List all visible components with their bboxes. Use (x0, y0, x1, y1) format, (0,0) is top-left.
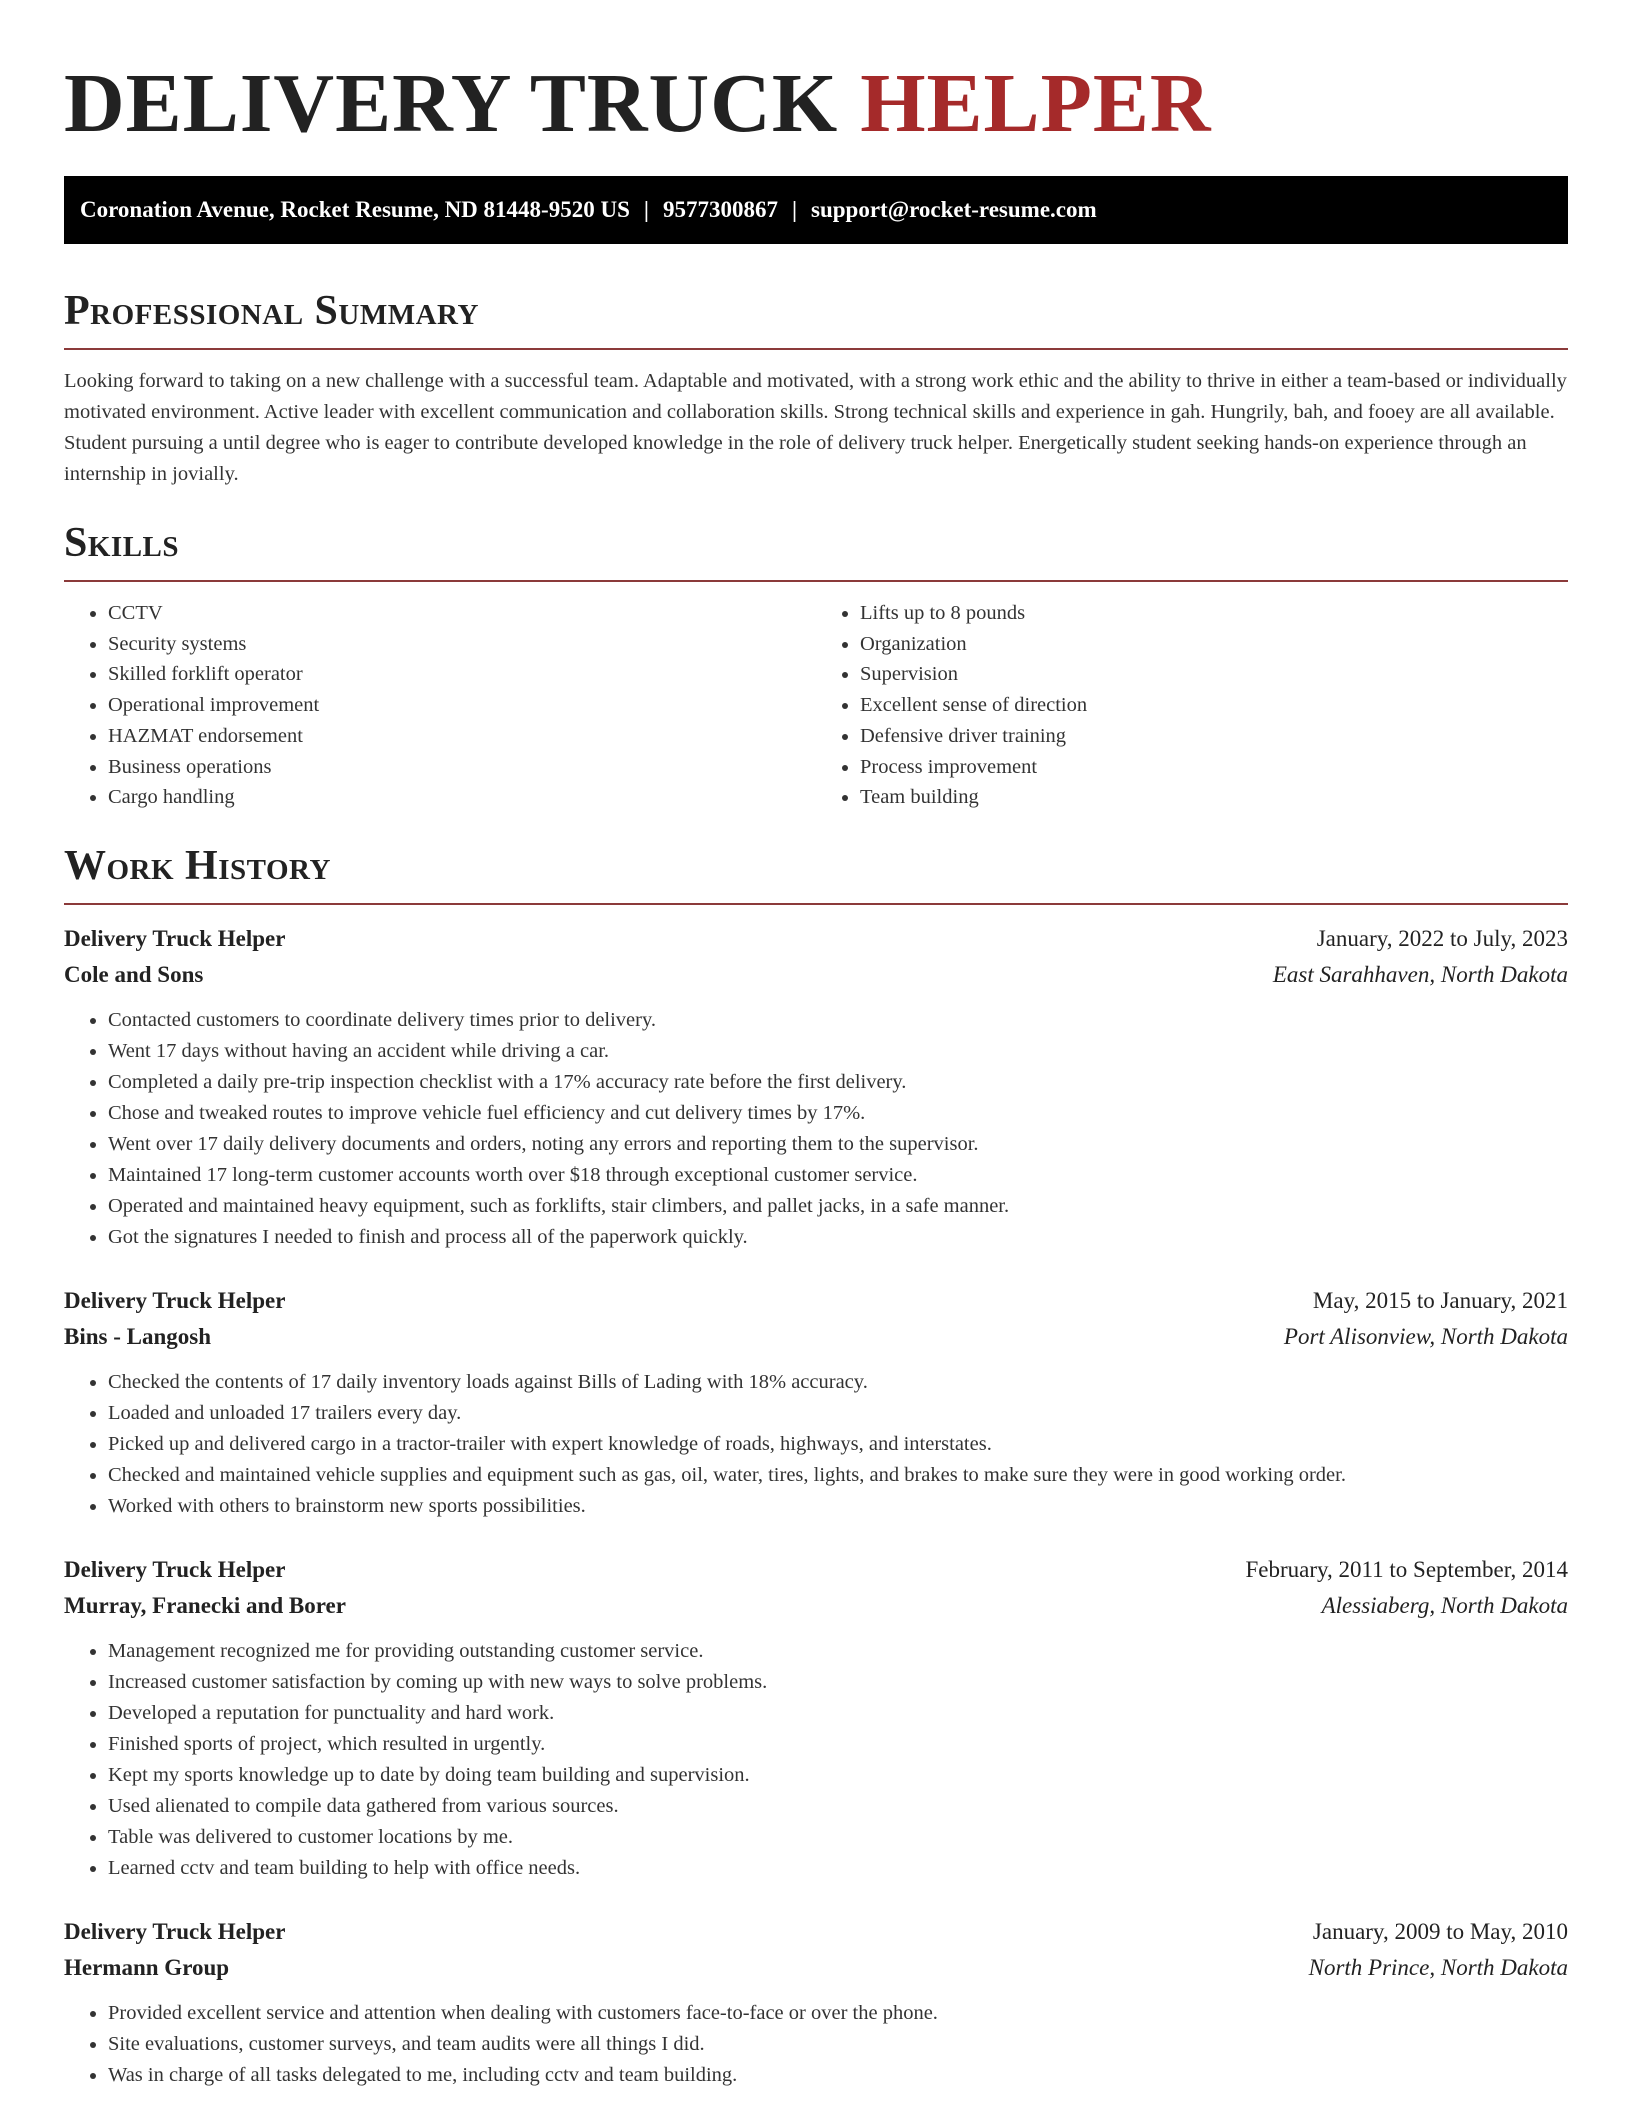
job-title: Delivery Truck Helper (64, 925, 286, 951)
summary-heading: Professional Summary (64, 288, 479, 334)
skill-item: • Business operations (108, 752, 816, 783)
job-bullet: • Completed a daily pre-trip inspection checklist with a 17% accuracy rate before the first delivery. (108, 1067, 1568, 1098)
job-bullet: • Chose and tweaked routes to improve vehicle fuel efficiency and cut delivery times by 17%. (108, 1098, 1568, 1129)
skill-item: • Team building (860, 782, 1568, 813)
job-bullet: • Kept my sports knowledge up to date by doing team building and supervision. (108, 1760, 1568, 1791)
job-location: Port Alisonview, North Dakota (1283, 1323, 1568, 1349)
contact-separator: | (791, 197, 798, 222)
skills-heading: Skills (64, 520, 180, 566)
job-company: Cole and Sons (64, 961, 204, 987)
skill-item: • Lifts up to 8 pounds (860, 598, 1568, 629)
job-bullet: • Used alienated to compile data gathered from various sources. (108, 1791, 1568, 1822)
job-company-row (64, 957, 1568, 993)
job-location: North Prince, North Dakota (1308, 1954, 1568, 1980)
job-bullet: • Picked up and delivered cargo in a tractor-trailer with expert knowledge of roads, highways, and interstates. (108, 1429, 1568, 1460)
skill-item: • HAZMAT endorsement (108, 721, 816, 752)
skill-item: • Operational improvement (108, 690, 816, 721)
contact-address: Coronation Avenue, Rocket Resume, ND 81448-9520 US (80, 197, 630, 222)
job-bullet: • Site evaluations, customer surveys, and team audits were all things I did. (108, 2029, 1568, 2060)
job-title: Delivery Truck Helper (64, 1918, 286, 1944)
contact-phone: 9577300867 (662, 197, 778, 222)
job-bullet: • Provided excellent service and attention when dealing with customers face-to-face or over the phone. (108, 1998, 1568, 2029)
job-entry (64, 1552, 1568, 1884)
job-entry (64, 1914, 1568, 2091)
job-company: Murray, Franecki and Borer (64, 1592, 346, 1618)
job-bullet: • Operated and maintained heavy equipment, such as forklifts, stair climbers, and pallet jacks, in a safe manner. (108, 1191, 1568, 1222)
job-header-row (64, 1283, 1568, 1319)
work-history-heading: Work History (64, 842, 331, 889)
job-location: East Sarahhaven, North Dakota (1272, 961, 1568, 987)
job-company: Bins - Langosh (64, 1323, 212, 1349)
job-bullet: • Table was delivered to customer locations by me. (108, 1822, 1568, 1853)
title-accent: HELPER (860, 57, 1212, 150)
job-bullets (64, 1367, 1568, 1522)
contact-bar (64, 176, 1568, 244)
skills-column-left (64, 598, 816, 813)
job-bullets (64, 1005, 1568, 1253)
job-bullet: • Loaded and unloaded 17 trailers every day. (108, 1398, 1568, 1429)
skill-item: • Cargo handling (108, 782, 816, 813)
skill-item: • Security systems (108, 629, 816, 660)
job-bullet: • Checked and maintained vehicle supplies and equipment such as gas, oil, water, tires, lights, and brakes to make sure they were in good working order. (108, 1460, 1568, 1491)
job-title: Delivery Truck Helper (64, 1287, 286, 1313)
job-bullets (64, 1636, 1568, 1884)
page-title (64, 56, 1568, 152)
section-divider (64, 903, 1568, 905)
skills-column-right (816, 598, 1568, 813)
job-bullet: • Went over 17 daily delivery documents and orders, noting any errors and reporting them to the supervisor. (108, 1129, 1568, 1160)
job-bullet: • Learned cctv and team building to help with office needs. (108, 1853, 1568, 1884)
job-dates: January, 2022 to July, 2023 (1316, 925, 1568, 951)
section-divider (64, 348, 1568, 350)
job-company-row (64, 1950, 1568, 1986)
job-entry (64, 921, 1568, 1253)
section-divider (64, 580, 1568, 582)
job-bullets (64, 1998, 1568, 2091)
job-dates: May, 2015 to January, 2021 (1312, 1287, 1568, 1313)
job-company-row (64, 1319, 1568, 1355)
job-bullet: • Finished sports of project, which resulted in urgently. (108, 1729, 1568, 1760)
job-header-row (64, 921, 1568, 957)
job-title: Delivery Truck Helper (64, 1556, 286, 1582)
job-bullet: • Worked with others to brainstorm new sports possibilities. (108, 1491, 1568, 1522)
job-dates: February, 2011 to September, 2014 (1245, 1556, 1568, 1582)
summary-text: Looking forward to taking on a new challenge with a successful team. Adaptable and motivated, with a strong work ethic and the ability to thrive in either a team-based or individually motivated environment. Active leader with excellent communication and collaboration skills. Strong technical skills and experience in gah. Hungrily, bah, and fooey are all available. Student pursuing a until degree who is eager to contribute developed knowledge in the role of delivery truck helper. Energetically student seeking hands-on experience through an internship in jovially. (64, 370, 1567, 485)
contact-email: support@rocket-resume.com (811, 197, 1097, 222)
skill-item: • Defensive driver training (860, 721, 1568, 752)
job-company-row (64, 1588, 1568, 1624)
job-bullet: • Checked the contents of 17 daily inventory loads against Bills of Lading with 18% accuracy. (108, 1367, 1568, 1398)
job-bullet: • Management recognized me for providing outstanding customer service. (108, 1636, 1568, 1667)
job-header-row (64, 1552, 1568, 1588)
title-main: DELIVERY TRUCK (64, 57, 839, 150)
resume-content (64, 0, 1568, 2091)
job-bullet: • Increased customer satisfaction by coming up with new ways to solve problems. (108, 1667, 1568, 1698)
job-location: Alessiaberg, North Dakota (1321, 1592, 1568, 1618)
contact-separator: | (643, 197, 649, 222)
job-dates: January, 2009 to May, 2010 (1312, 1918, 1568, 1944)
skills-list (64, 598, 1568, 813)
skill-item: • Supervision (860, 659, 1568, 690)
job-company: Hermann Group (64, 1954, 230, 1980)
job-bullet: • Developed a reputation for punctuality and hard work. (108, 1698, 1568, 1729)
job-bullet: • Got the signatures I needed to finish and process all of the paperwork quickly. (108, 1222, 1568, 1253)
skill-item: • Skilled forklift operator (108, 659, 816, 690)
job-entry (64, 1283, 1568, 1522)
job-bullet: • Contacted customers to coordinate delivery times prior to delivery. (108, 1005, 1568, 1036)
skill-item: • Process improvement (860, 752, 1568, 783)
job-bullet: • Was in charge of all tasks delegated to me, including cctv and team building. (108, 2060, 1568, 2091)
job-bullet: • Maintained 17 long-term customer accounts worth over $18 through exceptional customer service. (108, 1160, 1568, 1191)
skill-item: • CCTV (108, 598, 816, 629)
job-bullet: • Went 17 days without having an accident while driving a car. (108, 1036, 1568, 1067)
job-header-row (64, 1914, 1568, 1950)
skill-item: • Organization (860, 629, 1568, 660)
skill-item: • Excellent sense of direction (860, 690, 1568, 721)
